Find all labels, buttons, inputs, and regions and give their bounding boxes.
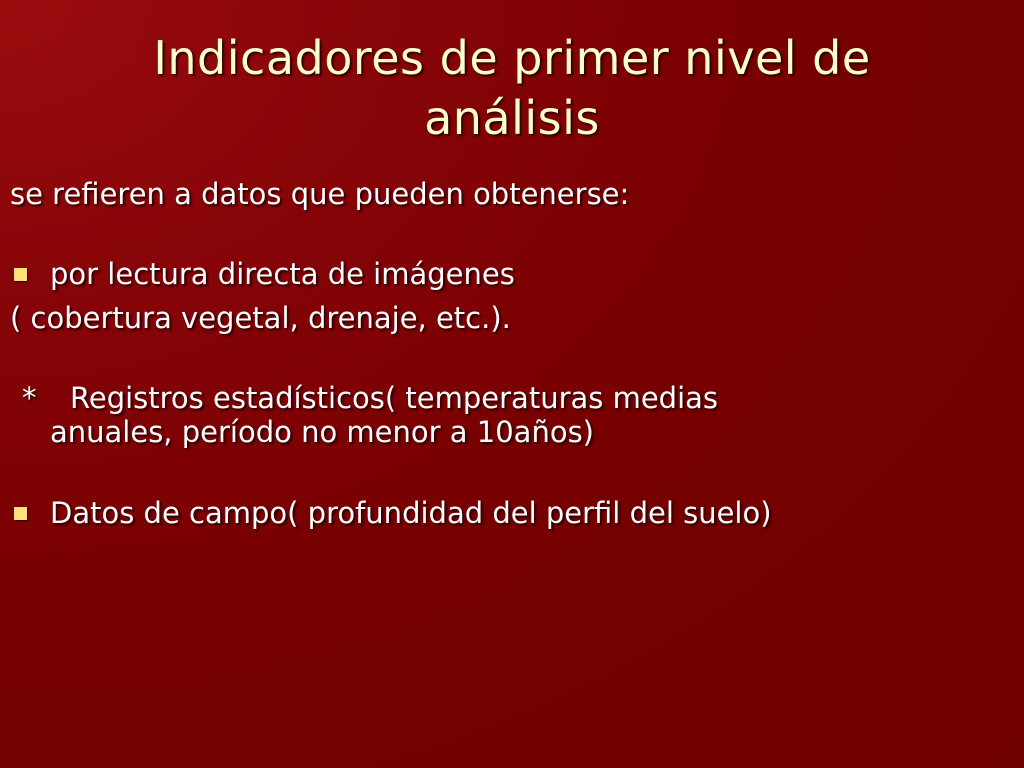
square-bullet-icon	[14, 268, 27, 281]
bullet-item-1-continuation: ( cobertura vegetal, drenaje, etc.).	[10, 301, 511, 335]
square-bullet-icon	[14, 507, 27, 520]
asterisk-marker: *	[22, 381, 37, 415]
slide-title	[40, 28, 984, 148]
title-line-1: Indicadores de primer nivel de	[153, 31, 871, 85]
bullet-item-1: por lectura directa de imágenes	[50, 257, 515, 291]
star-item-line-1: Registros estadísticos( temperaturas medias	[70, 381, 719, 415]
bullet-item-2: Datos de campo( profundidad del perfil del suelo)	[50, 496, 772, 530]
star-item	[22, 380, 718, 416]
title-line-2: análisis	[424, 91, 600, 145]
star-item-line-2: anuales, período no menor a 10años)	[50, 415, 594, 449]
intro-text: se refieren a datos que pueden obtenerse:	[10, 177, 630, 211]
